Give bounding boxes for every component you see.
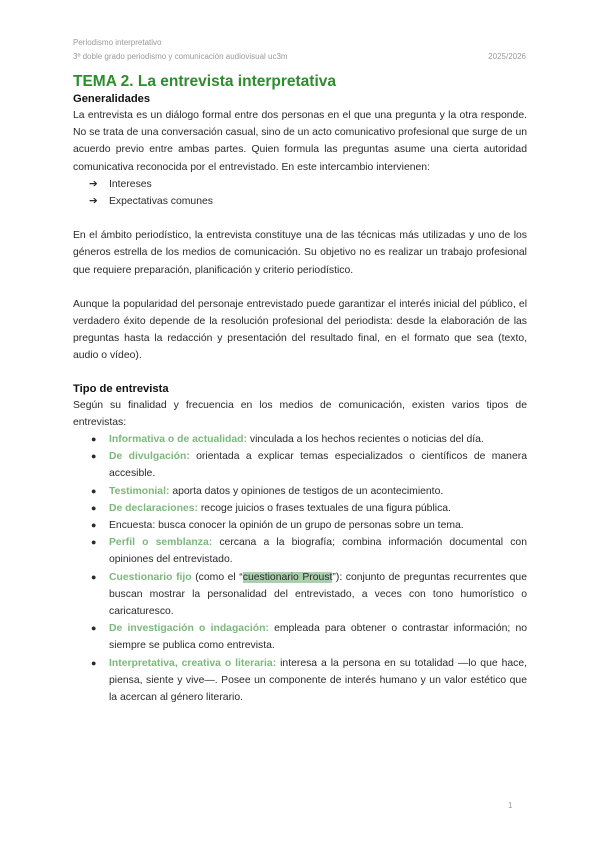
- bullet-icon: ●: [91, 502, 97, 513]
- generalidades-heading: Generalidades: [73, 93, 151, 105]
- header-course: Periodismo interpretativo: [73, 38, 162, 47]
- list-item: ● Perfil o semblanza: cercana a la biografía; combina información documental con opiniones del entrevistado.: [89, 534, 527, 568]
- list-item: ➔ Intereses: [89, 176, 527, 193]
- list-item: ● Encuesta: busca conocer la opinión de un grupo de personas sobre un tema.: [89, 517, 527, 534]
- bullet-icon: ●: [91, 434, 97, 445]
- tipos-intro: Según su finalidad y frecuencia en los medios de comunicación, existen varios tipos de entrevistas:: [73, 399, 527, 428]
- bullet-icon: ●: [91, 537, 97, 548]
- list-item: ● Informativa o de actualidad: vinculada a los hechos recientes o noticias del día.: [89, 431, 527, 448]
- list-item: ● De divulgación: orientada a explicar temas especializados o científicos de manera accesible.: [89, 448, 527, 482]
- arrow-icon: ➔: [89, 196, 98, 208]
- header-year: 2025/2026: [488, 52, 526, 61]
- list-item: ● De declaraciones: recoge juicios o frases textuales de una figura pública.: [89, 500, 527, 517]
- arrow-list: [73, 176, 527, 210]
- list-item: ● Interpretativa, creativa o literaria: interesa a la persona en su totalidad —lo que hace, piensa, siente y vive—. Posee un componente de interés humano y un valor estético que la acercan al género literario.: [89, 655, 527, 707]
- tipos-heading: Tipo de entrevista: [73, 382, 169, 395]
- page-number: 1: [508, 801, 513, 810]
- bullet-icon: ●: [91, 451, 97, 462]
- arrow-icon: ➔: [89, 178, 98, 190]
- list-item: ● Testimonial: aporta datos y opiniones de testigos de un acontecimiento.: [89, 483, 527, 500]
- bullet-icon: ●: [91, 623, 97, 634]
- list-item: ● Cuestionario fijo (como el “cuestionario Proust”): conjunto de preguntas recurrentes que buscan mostrar la personalidad del entrevistado, a veces con tono humorístico o caricaturesco.: [89, 569, 527, 621]
- bullet-icon: ●: [91, 485, 97, 496]
- list-item: ➔ Expectativas comunes: [89, 193, 527, 210]
- bullet-icon: ●: [91, 657, 97, 668]
- tipos-list: [73, 431, 527, 706]
- highlighted-term: cuestionario Proust: [242, 571, 333, 583]
- bullet-icon: ●: [91, 520, 97, 531]
- paragraph-ambito: En el ámbito periodístico, la entrevista constituye una de las técnicas más utilizadas y uno de los géneros estrella de los medios de comunicación. Su objetivo no es realizar un trabajo profesional que requiere preparación, planificación y criterio periodístico.: [73, 230, 527, 276]
- main-content: [73, 72, 527, 706]
- page-title: TEMA 2. La entrevista interpretativa: [73, 73, 337, 90]
- header-degree: 3º doble grado periodismo y comunicación audiovisual uc3m: [73, 52, 288, 61]
- bullet-icon: ●: [91, 571, 97, 582]
- generalidades-intro: La entrevista es un diálogo formal entre dos personas en el que una pregunta y la otra responde. No se trata de una conversación casual, sino de un acto comunicativo profesional que surge de un acuerdo previo entre ambas partes. Quien formula las preguntas asume una cierta autoridad comunicativa reconocida por el entrevistado. En este intercambio intervienen:: [73, 110, 528, 173]
- paragraph-popularidad: Aunque la popularidad del personaje entrevistado puede garantizar el interés inicial del público, el verdadero éxito depende de la resolución profesional del periodista: desde la elaboración de las preguntas hasta la redacción y presentación del resultado final, en el formato que sea (texto, audio o vídeo).: [73, 298, 527, 362]
- list-item: ● De investigación o indagación: empleada para obtener o contrastar información; no siempre se publica como entrevista.: [89, 620, 527, 654]
